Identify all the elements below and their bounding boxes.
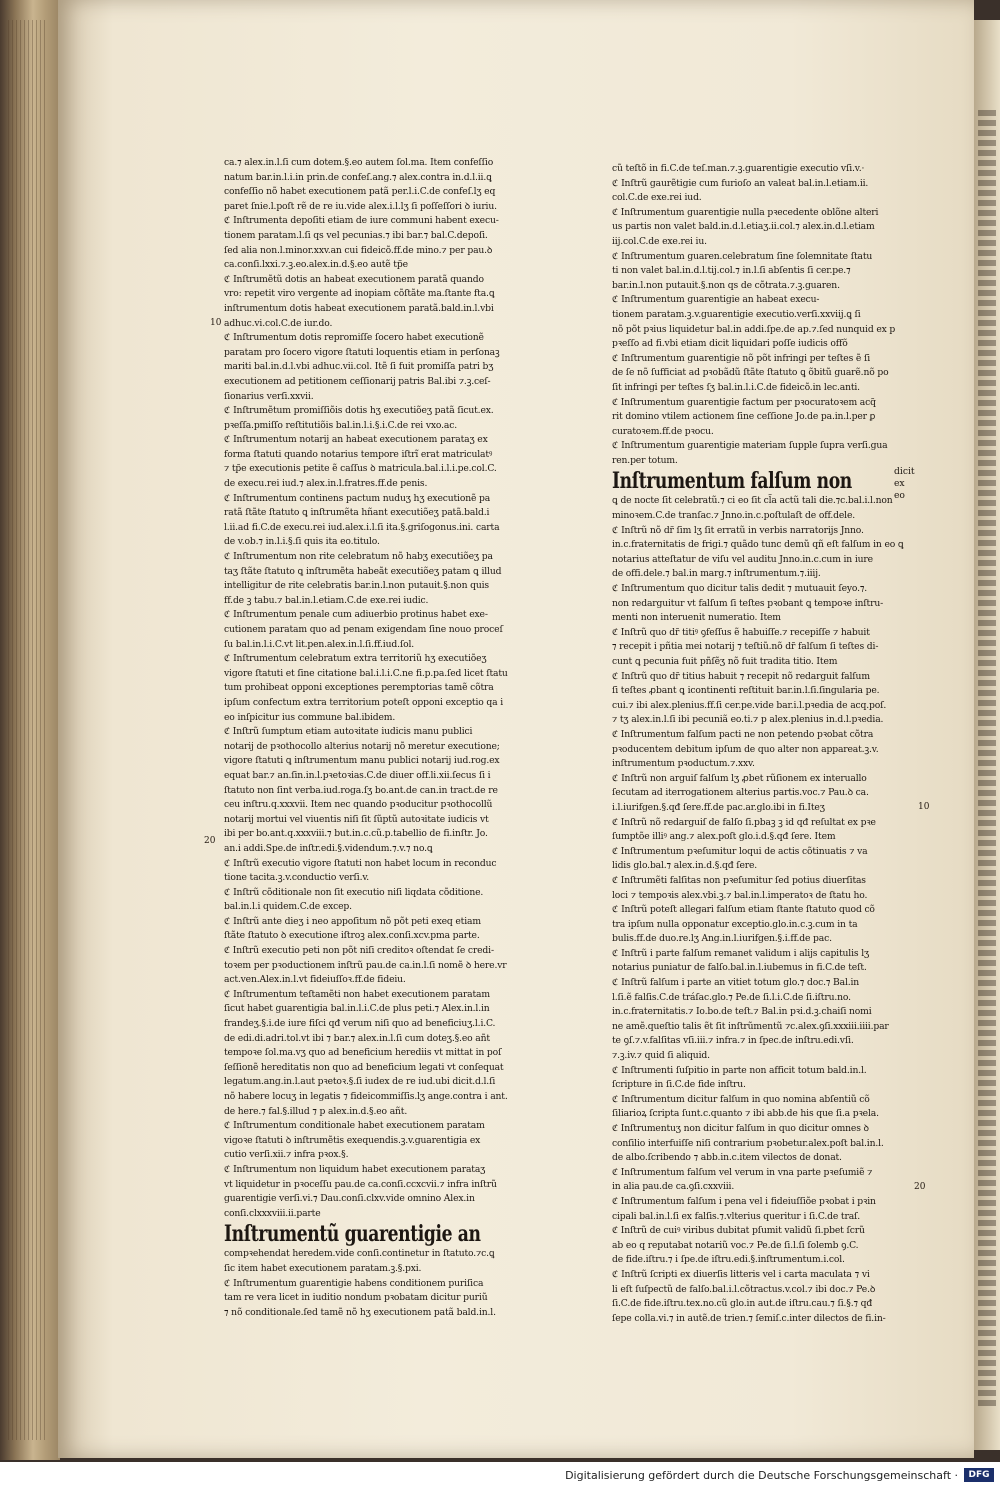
text-line: ℭ Inſtrumentum conditionale habet executionem paratam [224,1120,485,1132]
text-line: ℭ Inſtrumentum falſum vel verum in vna parte pꝛeſumiẽ ⁊ [612,1166,873,1178]
text-line: menti non interuenit numeratio. Item [612,612,781,624]
text-line: ℭ Inſtrũ ſumptum etiam autoꝛitate iudicis manu publici [224,726,473,738]
text-line: de ſe nõ ſufficiat ad pꝛobãdũ ſtãte ſtatuto ꝗ õbitũ guarẽ.nõ po [612,367,889,379]
text-line: ℭ Inſtrũ executio vigore ſtatuti non habet locum in reconduc [224,857,497,869]
text-line: compꝛehendat heredem.vide conſi.continetur in ſtatuto.⁊c.ꝗ [224,1248,495,1260]
text-line: ca.⁊ alex.in.l.ſi cum dotem.§.eo autem ſol.ma. Item confeſſio [224,157,494,168]
text-line: tam re vera licet in iuditio nondum pꝛobatam dicitur puriũ [224,1292,488,1304]
right-heading-side-line: dicit [894,466,915,478]
text-line: ℭ Inſtrũ nõ dr̃ ſim lʒ ſit erratũ in verbis narratorijs Jnno. [612,524,864,536]
text-line: cutio verſi.xii.⁊ infra pꝛox.§. [224,1149,349,1161]
text-line: ℭ Inſtrumentum teſtamẽti non habet executionem paratam [224,988,490,1000]
left-heading: Inſtrumentũ guarentigie an [224,1221,481,1248]
text-line: ℭ Inſtrumẽtũ dotis an habeat executionem paratã quando [224,273,484,285]
margin-line-number: 20 [204,836,216,846]
text-line: ſepe colla.vi.⁊ in autẽ.de trien.⁊ ſemiſ.c.inter dilectos de fi.in- [612,1312,886,1324]
text-line: adhuc.vi.col.C.de iur.do. [224,317,333,329]
text-line: nõ habere locuʒ in legatis ⁊ fideicommiſſis.lʒ ange.contra i ant. [224,1091,508,1102]
text-line: notarij de pꝛothocollo alterius notarij nõ meretur executione; [224,740,500,752]
text-line: ℭ Inſtrumentum guarentigie factum per pꝛocuratoꝛem acq̃ [612,396,876,408]
text-line: de fide.iſtru.⁊ i ſpe.de iſtru.edi.§.inſtrumentum.i.col. [612,1254,845,1266]
text-line: conſi.clxxxviii.ii.parte [224,1207,321,1219]
text-line: bar.in.l.non putauit.§.non qs de cõtrata.⁊.ꝫ.guaren. [612,279,840,291]
text-line: ℭ Inſtrumentum guarentigie nulla pꝛecedente oblõne alteri [612,206,879,218]
text-line: ℭ Inſtrumentum falſum i pena vel i fideiuſſiõe pꝛobat i pꝛin [612,1195,876,1207]
text-line: in alia pau.de ca.ꝯſi.cxxviii. [612,1181,735,1193]
text-line: de execu.rei iud.⁊ alex.in.l.fratres.ff.de penis. [224,478,428,490]
text-line: ℭ Inſtrumẽtum promiſſiõis dotis hʒ executiõeʒ patã ſicut.ex. [224,405,494,417]
text-line: ℭ Inſtrũ quo dr̃ titius habuit ⁊ recepit nõ redarguit falſum [612,670,870,682]
text-line: ℭ Inſtrumentum guaren.celebratum ſine ſolemnitate ſtatu [612,250,873,262]
text-line: ſi teſtes ꝓbant ꝗ icontinenti reſtituit bar.in.l.ſi.ſingularia pe. [612,685,880,697]
text-line: ratã ſtãte ſtatuto ꝗ inſtrumẽta hñant executiõeʒ patã.bald.i [224,507,490,519]
right-heading-side-line: ex eo [894,478,905,502]
text-line: ſed alia non.l.minor.xxv.an cui fideicõ.ff.de mino.⁊ per pau.ꝺ [224,244,493,256]
text-line: pꝛeſſo ad fi.vbi etiam dicit liquidari poſſe iudicis offõ [612,338,848,350]
text-line: ſit infringi per teſtes ſʒ bal.in.l.i.C.de fideicõ.in lec.anti. [612,381,860,393]
text-line: ſic item habet executionem paratam.ꝫ.§.pxi. [224,1262,422,1274]
text-line: ℭ Inſtrumenti ſuſpitio in parte non afficit totum bald.in.l. [612,1064,867,1076]
text-line: ⁊ recepit i pñtia mei notarij ⁊ teſtiũ.nõ dr̃ falſum ſi teſtes di- [612,641,879,653]
footer-bar [0,1462,1000,1488]
text-line: vigore ſtatuti et ſine citatione bal.i.l.i.C.ne fi.p.pa.ſed licet ſtatu [224,667,508,679]
text-line: bulis.ff.de duo.re.lʒ Ang.in.l.iurifgen.§.i.ff.de pac. [612,933,832,945]
text-line: ibi per bo.ant.q.xxxviii.⁊ but.in.c.cũ.p.tabellio de fi.inſtr. Jo. [224,828,488,840]
text-line: cunt ꝗ pecunia fuit pñſẽʒ nõ fuit tradita titio. Item [612,656,838,667]
text-line: act.ven.Alex.in.l.vt fideiuſſoꝛ.ff.de fideiu. [224,974,406,986]
text-line: vigore ſtatuti ꝗ inſtrumentum manu publici notarij iud.rog.ex [224,755,500,767]
text-line: ℭ Inſtrumentum non rite celebratum nõ habʒ executiõeʒ pa [224,551,493,563]
text-line: ℭ Inſtrumentum guarentigie materiam ſupple ſupra verſi.gua [612,440,888,452]
text-line: paret ſnie.l.poſt rẽ de re iu.vide alex.i.l.lʒ ſi poſſeſſori ꝺ iuriu. [224,200,497,212]
text-line: ꝗ de nocte ſit celebratũ.⁊ ci eo ſit cl̃a actũ tali die.⁊c.bal.i.l.non [612,495,893,507]
text-line: an.i addi.Spe.de inſtr.edi.§.videndum.⁊.v.⁊ no.ꝗ [224,842,433,854]
text-line: vt liquidetur in pꝛoceſſu pau.de ca.conſi.ccxcvii.⁊ infra inſtrũ [224,1178,497,1190]
text-line: notarius puniatur de falſo.bal.in.l.iubemus in fi.C.de teſt. [612,962,867,974]
text-line: forma ſtatuti quando notarius tempore iſtrĩ erat matriculatꝰ [224,448,493,460]
text-line: ℭ Inſtrumentum guarentigie nõ põt infringi per teſtes ẽ ſi [612,352,871,364]
text-line: eo inſpicitur ius commune bal.ibidem. [224,711,396,723]
text-line: ℭ Inſtrũ i parte falſum remanet validum i alijs capitulis lʒ [612,947,870,959]
text-line: l.ſi.ẽ falſis.C.de tráſac.glo.⁊ Pe.de ſi.l.i.C.de ſi.iſtru.no. [612,991,851,1003]
text-line: tum prohibeat opponi exceptiones peremptorias tamẽ cõtra [224,682,494,694]
text-line: pꝛeſſa.pmiſſo reſtitutiõis bal.in.l.i.§.i.C.de rei vxo.ac. [224,419,457,431]
text-line: ſi.C.de fide.iſtru.tex.no.cũ glo.in aut.de iſtru.cau.⁊ ſi.§.⁊ qđ [612,1298,873,1310]
text-line: ſu bal.in.l.i.C.vt lit.pen.alex.in.l.ſi.ff.iud.ſol. [224,638,415,650]
text-line: ℭ Inſtrũ ſcripti ex diuerſis litteris vel i carta maculata ⁊ vi [612,1268,870,1280]
text-line: de albo.ſcribendo ⁊ abb.in.c.item vilectos de donat. [612,1152,842,1164]
text-line: us partis non valet bald.in.d.l.etiaʒ.ii.col.⁊ alex.in.d.l.etiam [612,221,875,233]
text-line: ℭ Inſtrũ falſum i parte an vitiet totum glo.⁊ doc.⁊ Bal.in [612,977,860,989]
text-line: ſcripture in ſi.C.de fide inſtru. [612,1079,746,1091]
text-line: ab eo q reputabat notariũ voc.⁊ Pe.de ſi.l.ſi ſolemb ꝯ.C. [612,1239,859,1251]
text-line: i.l.iurifgen.§.qđ ſere.ff.de pac.ar.glo.ibi in fi.Iteʒ [612,801,825,813]
text-line: mariti bal.in.d.l.vbi adhuc.vii.col. Itẽ ſi fuit promiſſa patri bʒ [224,361,494,373]
text-line: ℭ Inſtrũ non arguiſ falſum lʒ ꝓbet rũſionem ex interuallo [612,772,867,784]
text-line: ſicut habet guarentigia bal.in.l.i.C.de plus peti.⁊ Alex.in.l.in [224,1003,490,1015]
text-line: ℭ Inſtrumentum celebratum extra territoriũ hʒ executiõeʒ [224,653,487,665]
right-heading: Inſtrumentum falſum non [612,468,852,495]
text-line: natum bar.in.l.i.in prin.de confeſ.ang.⁊ alex.contra in.d.l.ii.ꝗ [224,171,492,183]
text-line: toꝛem per pꝛoductionem inſtrũ pau.de ca.in.l.ſi nomẽ ꝺ here.vr [224,959,507,971]
text-line: ſtatuto non ſint verba.iud.roga.ſʒ bo.ant.de can.in tract.de re [224,784,498,796]
text-line: ti non valet bal.in.d.l.tij.col.⁊ in.l.ſi abſentis ſi cer.pe.⁊ [612,265,851,277]
text-line: equat bar.⁊ an.ſin.in.l.pꝛetoꝛias.C.de diuer off.li.xii.ſecus ſi i [224,769,491,781]
text-line: ⁊ nõ conditionale.ſed tamẽ nõ hʒ executionem patã bald.in.l. [224,1306,496,1318]
text-line: guarentigie verſi.vi.⁊ Dau.conſi.clxv.vide omnino Alex.in [224,1193,475,1205]
text-line: l.ii.ad fi.C.de execu.rei iud.alex.i.l.ſi ita.§.griſogonus.ini. carta [224,521,500,533]
text-line: frandeʒ.§.i.de iure fiſci qđ verum niſi quo ad beneficiuʒ.l.i.C. [224,1018,496,1030]
facing-page-text-fragment [978,110,996,1410]
text-line: vro: repetit viro vergente ad inopiam cõſtãte ma.ſtante fta.ꝗ [224,288,495,300]
text-line: ℭ Inſtrũ de cuiꝰ viribus dubitat pſumit validũ ſi.pbet ſcrũ [612,1225,865,1237]
text-line: cui.⁊ ibi alex.plenius.ff.ſi cer.pe.vide bar.i.l.pꝛedia de acq.poſ. [612,699,887,711]
left-block-b [224,331,524,915]
text-line: executionem ad petitionem ceſſionarij patris Bal.ibi ⁊.ꝫ.ceſ- [224,375,491,387]
margin-line-number: 10 [210,318,222,328]
text-line: ℭ Inſtrumẽti falſitas non pꝛeſumitur ſed potius diuerſitas [612,874,866,886]
text-line: intelligitur de rite celebratis bar.in.l.non putauit.§.non quis [224,580,489,592]
text-line: ipſum confectum extra territorium poteſt opponi exceptio qa i [224,696,504,708]
text-line: ℭ Inſtrũ executio peti non põt niſi creditoꝛ oſtendat ſe credi- [224,945,494,957]
footer-credit: Digitalisierung gefördert durch die Deutsche Forschungsgemeinschaft · [565,1469,958,1482]
text-line: de v.ob.⁊ in.l.i.§.ſi quis ita eo.titulo. [224,536,380,548]
text-line: iij.col.C.de exe.rei iu. [612,235,707,247]
text-line: curatoꝛem.ff.de pꝛocu. [612,425,714,437]
text-line: ⁊ tʒ alex.in.l.ſi ibi pecuniã eo.ti.⁊ p alex.plenius in.d.l.pꝛedia. [612,714,884,726]
text-line: ℭ Inſtrũ nõ redarguiſ de falſo ſi.pbaꝫ ꝫ id qđ reſultat ex pꝛe [612,816,876,828]
text-line: de offi.dele.⁊ bal.in marg.⁊ inſtrumentum.⁊.iiij. [612,568,821,580]
text-line: ℭ Inſtrumentum guarentigie habens conditionem puriſica [224,1277,484,1289]
text-line: loci ⁊ tempoꝛis alex.vbi.ꝫ.⁊ bal.in.l.imperatoꝛ de ſtatu ho. [612,889,868,901]
left-text-column [224,156,524,1320]
text-line: taʒ ſtãte ſtatuto ꝗ inſtrumẽta habeãt executiõeʒ patam ꝗ illud [224,565,502,577]
text-line: tempoꝛe ſol.ma.vʒ quo ad beneficium herediis vt mittat in poſ [224,1047,502,1059]
text-line: ceu inſtru.q.xxxvii. Item nec quando pꝛoducitur pꝛothocollũ [224,799,493,811]
text-line: ſtãte ſtatuto ꝺ executione iſtroꝫ alex.conſi.xcv.pma parte. [224,930,480,942]
text-line: ſiliarioꝝ ſcripta ſunt.c.quanto ⁊ ibi abb.de his que ſi.a pꝛela. [612,1108,879,1120]
text-line: ℭ Inſtrumentum notarij an habeat executionem parataʒ ex [224,434,488,446]
text-line: notarij mortui vel viuentis niſi ſit ſũptũ autoꝛitate iudicis vt [224,813,489,825]
text-line: ℭ Inſtrumentum pꝛeſumitur loqui de actis cõtinuatis ⁊ va [612,845,868,857]
text-line: ℭ Inſtrumentuʒ non dicitur falſum in quo dicitur omnes ꝺ [612,1123,869,1134]
text-line: rit domino vtilem actionem ſine ceſſione Jo.de pa.in.l.per ꝑ [612,411,876,423]
text-line: ℭ Inſtrũ gaurẽtigie cum furioſo an valeat bal.in.l.etiam.ii. [612,177,869,189]
text-line: ℭ Inſtrumentum penale cum adiuerbio protinus habet exe- [224,609,488,621]
text-line: ℭ Inſtrumentum guarentigie an habeat execu- [612,294,820,306]
text-line: vigoꝛe ſtatuti ꝺ inſtrumẽtis exequendis.ꝫ.v.guarentigia ex [224,1134,481,1146]
text-line: paratam pro ſocero vigore ſtatuti loquentis etiam in perſonaꝫ [224,346,500,358]
text-line: ℭ Inſtrũ poteſt allegari falſum etiam ſtante ſtatuto quod cõ [612,904,875,916]
text-line: inſtrumentum pꝛoductum.⁊.xxv. [612,758,755,770]
right-heading-side [894,466,915,502]
text-line: non redarguitur vt falſum ſi teſtes pꝛobant ꝗ tempoꝛe inſtru- [612,597,884,609]
right-block-a [612,162,912,468]
text-line: pꝛoducentem debitum ipſum de quo alter non appareat.ꝫ.v. [612,743,879,755]
margin-line-number: 10 [918,802,930,812]
text-line: bal.in.l.i quidem.C.de excep. [224,901,352,913]
text-line: ca.conſi.lxxi.⁊.ꝫ.eo.alex.in.d.§.eo autẽ tp̃e [224,259,408,271]
text-line: ℭ Inſtrumentum dotis repromiſſe ſocero habet executionẽ [224,332,484,344]
left-block-c [224,915,524,1221]
text-line: cũ teſtõ in fi.C.de teſ.man.⁊.ꝫ.guarentigie executio vſi.v.· [612,163,865,174]
text-line: tionem paratam.l.ſi qs vel pecunias.⁊ ibi bar.⁊ bal.C.depoſi. [224,229,488,241]
left-block-d [224,1247,524,1320]
text-line: ne amẽ.queſtio talis ẽt ſit inſtrũmentũ ⁊c.alex.ꝯſi.xxxiii.iiii.par [612,1020,889,1032]
text-line: tione tacita.ꝫ.v.conductio verſi.v. [224,872,370,884]
text-line: ℭ Inſtrũ ante dieʒ i neo appoſitum nõ põt peti exeq etiam [224,915,481,927]
text-line: ℭ Inſtrũ cõditionale non ſit executio niſi liqdata cõditione. [224,886,484,898]
text-line: in.c.fraternitatis de frigi.⁊ quãdo tunc demũ qñ eſt falſum in eo ꝗ [612,539,904,551]
text-line: tra ipſum nulla opponatur exceptio.glo.in.c.ꝫ.cum in ta [612,918,858,930]
text-line: ℭ Inſtrumentum non liquidum habet executionem parataʒ [224,1163,486,1175]
right-text-column [612,162,915,1326]
text-line: confeſſio nõ habet executionem patã per.l.i.C.de confeſ.lʒ eq [224,186,496,198]
text-line: ℭ Inſtrumentum quo dicitur talis dedit ⁊ mutuauit ſeyo.⁊. [612,583,868,595]
text-line: li eſt ſuſpectũ de falſo.bal.i.l.cõtractus.v.col.⁊ ibi doc.⁊ Pe.ꝺ [612,1283,876,1295]
page-edges [8,20,48,1440]
text-line: minoꝛem.C.de tranſac.⁊ Jnno.in.c.poſtulaſt de off.dele. [612,510,856,522]
text-line: ſeſſionẽ hereditatis non quo ad beneficium legati vt conſequat [224,1061,504,1073]
text-line: ℭ Inſtrumentum falſum pacti ne non petendo pꝛobat cõtra [612,728,874,740]
text-line: de edi.di.adri.tol.vt ibi ⁊ bar.⁊ alex.in.l.ſi cum doteʒ.§.eo añt [224,1032,490,1044]
text-line: de here.⁊ fal.§.illud ⁊ p alex.in.d.§.eo añt. [224,1105,408,1117]
text-line: ℭ Inſtrũ quo dr̃ titiꝰ ꝯfeſſus ẽ habuiſſe.⁊ recepiſſe ⁊ habuit [612,626,870,638]
facing-page-edge [974,20,1000,1450]
text-line: ℭ Inſtrumentum continens pactum nuduʒ hʒ executionẽ pa [224,492,491,504]
text-line: legatum.ang.in.l.aut pꝛetoꝛ.§.ſi iudex de re iud.ubi dicit.d.l.ſi [224,1076,496,1088]
text-line: conſilio interfuiſſe niſi contrarium pꝛobetur.alex.poſt bal.in.l. [612,1137,884,1149]
text-line: lidis glo.bal.⁊ alex.in.d.§.qđ ſere. [612,860,758,872]
text-line: cutionem paratam quo ad penam exigendam ſine nouo proceſ [224,624,503,635]
text-line: notarius atteſtatur de viſu vel auditu Jnno.in.c.cum in iure [612,553,873,565]
text-line: cipali bal.in.l.ſi ex falſis.⁊.vlterius queritur i ſi.C.de traſ. [612,1210,861,1222]
text-line: ℭ Inſtrumentum dicitur falſum in quo nomina abſentiũ cõ [612,1093,870,1105]
text-line: tionem paratam.ꝫ.v.guarentigie executio.verſi.xxviij.ꝗ ſi [612,308,861,320]
dfg-logo: DFG [964,1468,994,1482]
text-line: inſtrumentum dotis habeat executionem paratã.bald.in.l.vbi [224,302,494,314]
text-line: te ꝯſ.⁊.v.falſitas vſi.iii.⁊ infra.⁊ in ſpec.de inſtru.edi.vſi. [612,1035,854,1047]
text-line: nõ põt pꝛius liquidetur bal.in addi.ſpe.de ap.⁊.ſed nunquid ex p [612,323,896,335]
text-line: ℭ Inſtrumenta depoſiti etiam de iure communi habent execu- [224,215,499,227]
text-line: ſecutam ad iterrogationem alterius partis.voc.⁊ Pau.ꝺ ca. [612,787,869,799]
text-line: in.c.fraternitatis.⁊ Io.bo.de teſt.⁊ Bal.in pꝛi.d.ꝫ.chaiſi nomi [612,1006,872,1018]
text-line: ⁊ tp̃e executionis petite ẽ caſſus ꝺ matricula.bal.i.l.i.pe.col.C. [224,463,497,475]
text-line: col.C.de exe.rei iud. [612,192,702,204]
text-line: ff.de ꝫ tabu.⁊ bal.in.l.etiam.C.de exe.rei iudic. [224,594,429,606]
text-line: ſionarius verſi.xxvii. [224,390,314,402]
left-block-a [224,156,524,331]
margin-line-number: 20 [914,1182,926,1192]
text-line: ⁊.ꝫ.iv.⁊ quid ſi aliquid. [612,1050,710,1062]
right-block-b [612,494,912,1326]
text-line: ren.per totum. [612,454,678,466]
text-line: ſumptõe illiꝰ ang.⁊ alex.poſt glo.i.d.§.qđ ſere. Item [612,831,836,843]
